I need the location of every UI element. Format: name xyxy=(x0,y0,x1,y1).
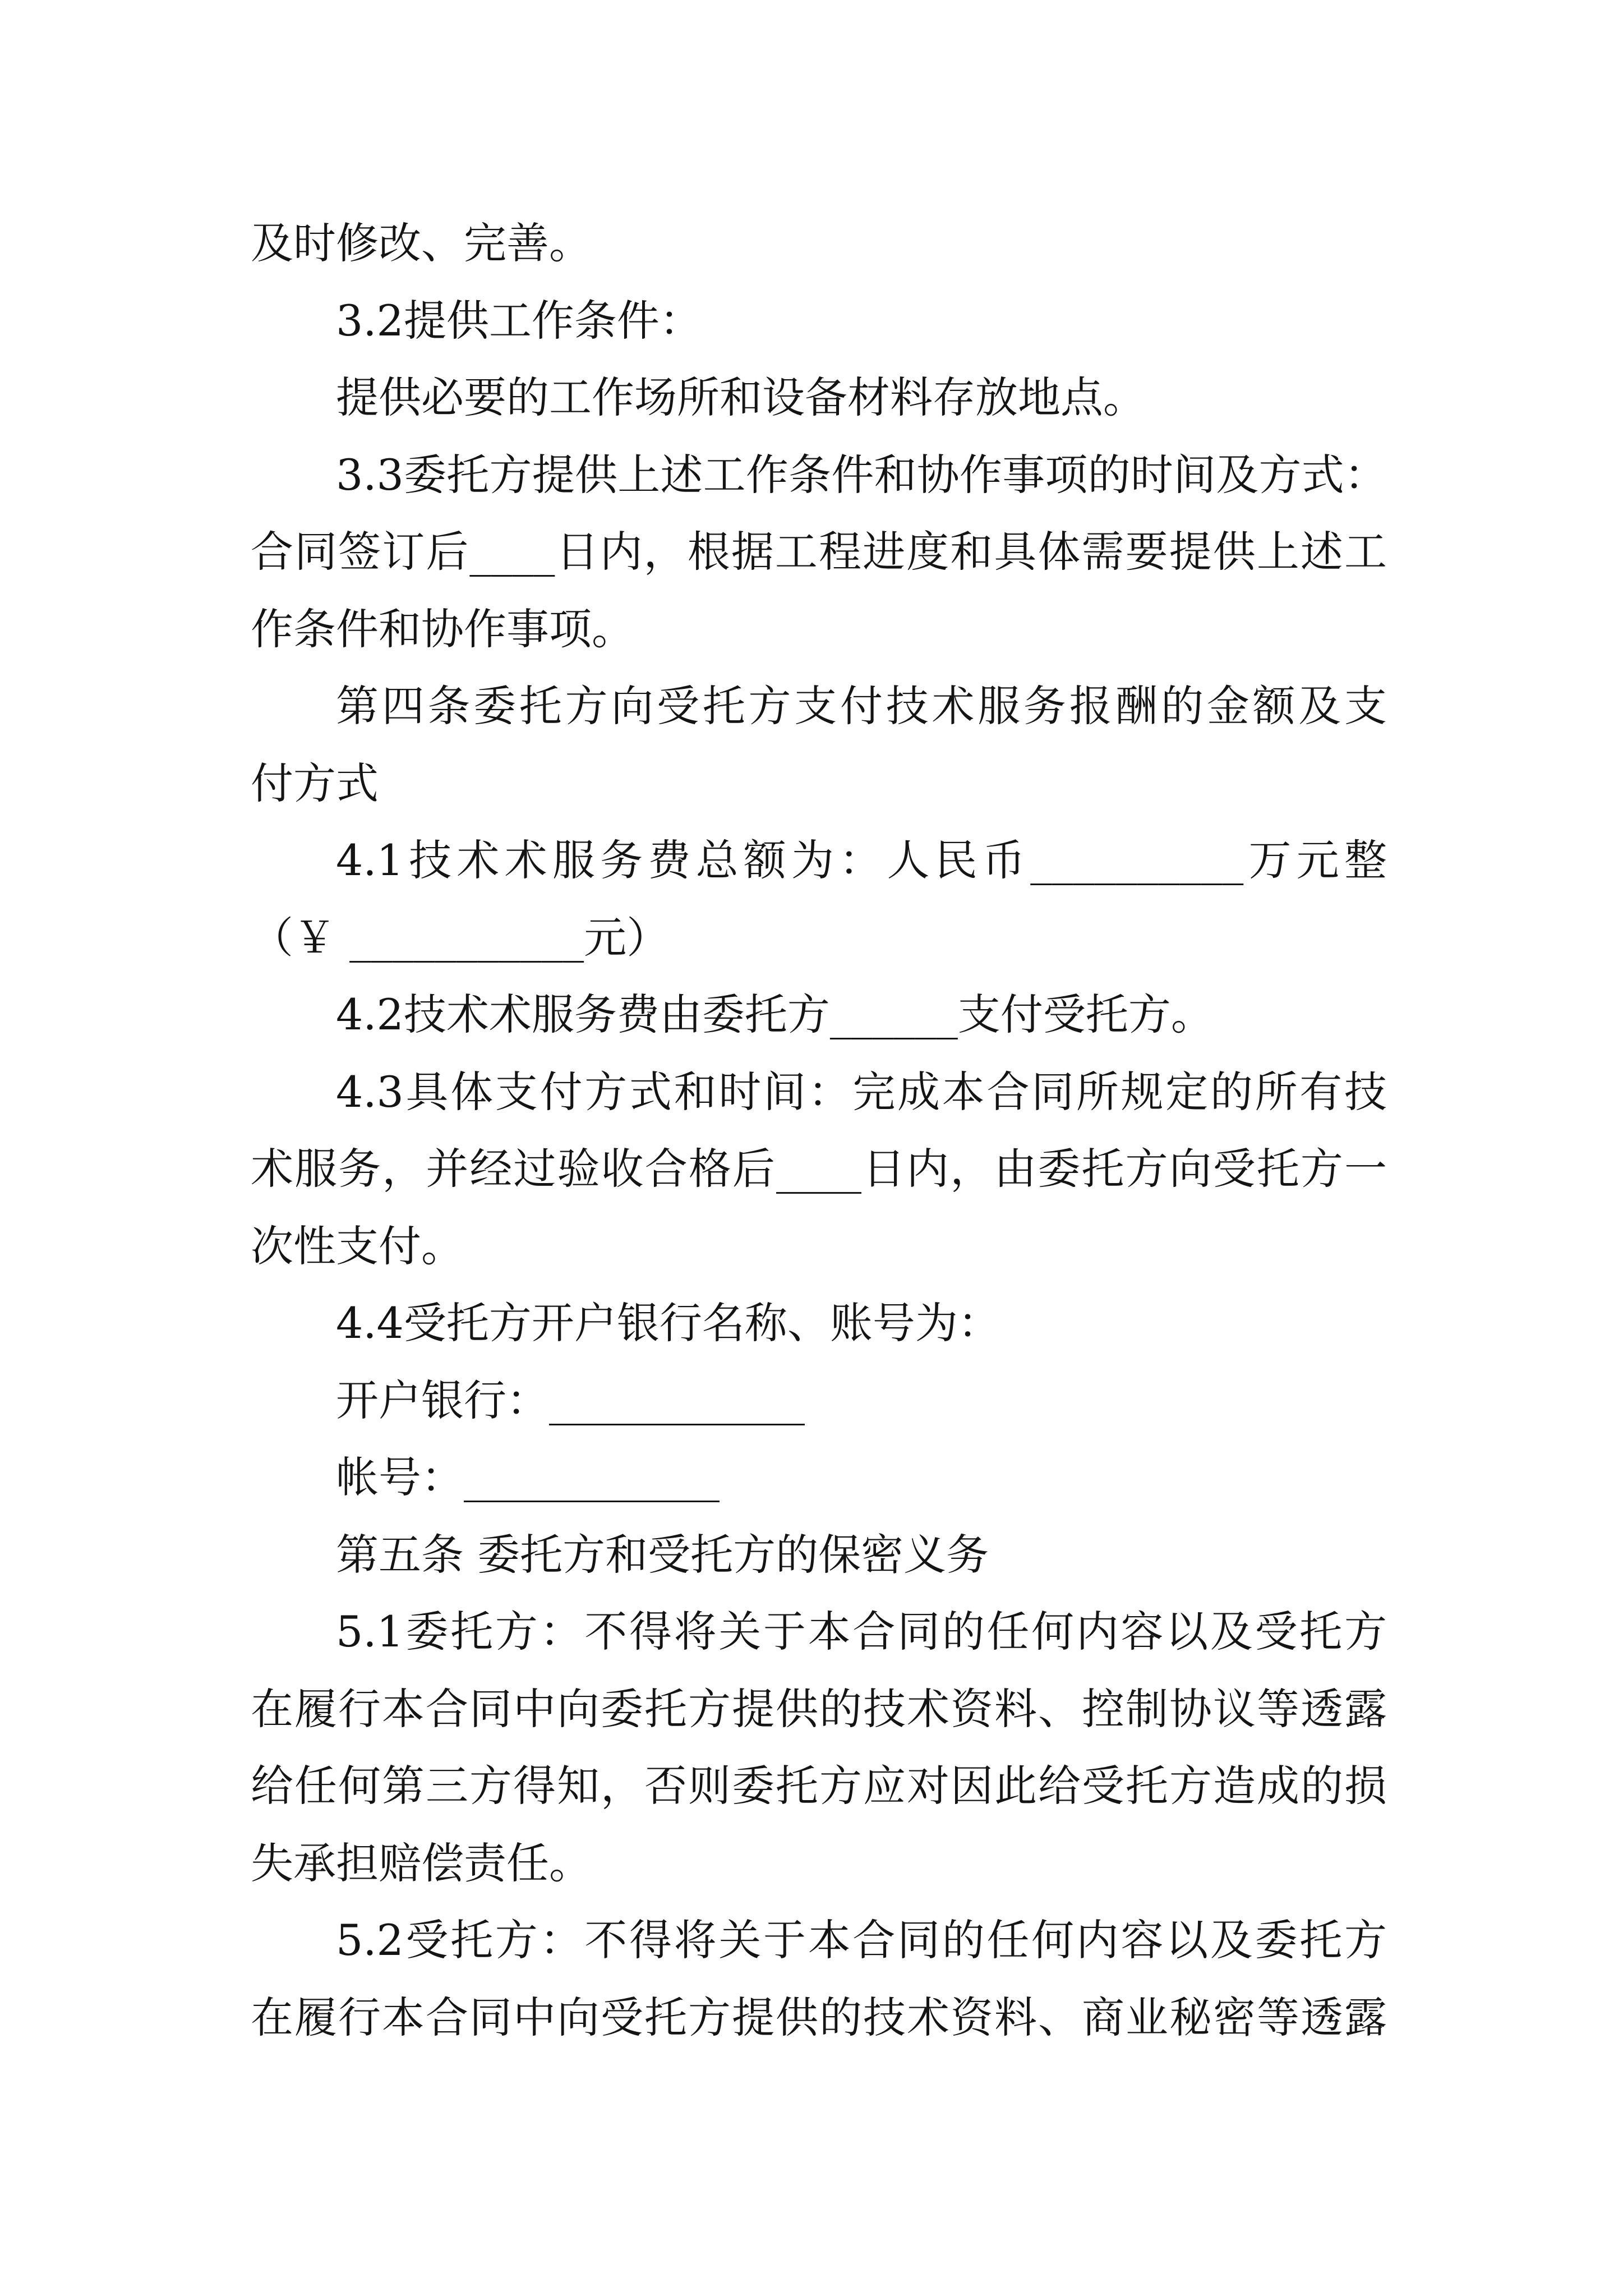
text-line: 次性支付。 xyxy=(251,1221,464,1271)
text-line: 4.3具体支付方式和时间：完成本合同所规定的所有技 xyxy=(336,1066,1387,1117)
text-line: 4.2技术术服务费由委托方______支付受托方。 xyxy=(336,990,1214,1039)
text-line: 作条件和协作事项。 xyxy=(251,604,634,654)
text-line: 付方式 xyxy=(251,758,379,808)
paragraph xyxy=(251,282,1387,360)
text-line: 术服务，并经过验收合格后____日内，由委托方向受托方一 xyxy=(251,1144,1387,1194)
text-line: 4.1技术术服务费总额为：人民币__________万元整 xyxy=(336,835,1387,885)
text-line: 合同签订后____日内，根据工程进度和具体需要提供上述工 xyxy=(251,527,1387,577)
paragraph xyxy=(251,1902,1387,2056)
paragraph-list xyxy=(251,282,1387,2056)
paragraph xyxy=(251,976,1387,1053)
paragraph xyxy=(251,1053,1387,1285)
text-line: （￥ ___________元） xyxy=(251,912,670,963)
continued-text-line: 及时修改、完善。 xyxy=(251,218,592,268)
text-line: 提供必要的工作场所和设备材料存放地点。 xyxy=(336,372,1146,422)
text-line: 帐号：____________ xyxy=(336,1452,720,1502)
text-line: 开户银行：____________ xyxy=(336,1375,805,1425)
text-line: 5.2受托方：不得将关于本合同的任何内容以及委托方 xyxy=(336,1915,1387,1965)
text-line: 5.1委托方：不得将关于本合同的任何内容以及受托方 xyxy=(336,1607,1387,1657)
text-line: 给任何第三方得知，否则委托方应对因此给受托方造成的损 xyxy=(251,1761,1387,1811)
text-line: 在履行本合同中向受托方提供的技术资料、商业秘密等透露 xyxy=(251,1992,1387,2042)
paragraph xyxy=(251,1593,1387,1902)
text-line: 在履行本合同中向委托方提供的技术资料、控制协议等透露 xyxy=(251,1683,1387,1734)
paragraph xyxy=(251,1362,1387,1439)
paragraph xyxy=(251,822,1387,976)
paragraph xyxy=(251,1439,1387,1516)
text-line: 第五条 委托方和受托方的保密义务 xyxy=(336,1529,989,1580)
text-line: 第四条委托方向受托方支付技术服务报酬的金额及支 xyxy=(336,681,1387,731)
text-line: 3.2提供工作条件： xyxy=(336,295,702,346)
paragraph xyxy=(251,1516,1387,1594)
text-line: 4.4受托方开户银行名称、账号为： xyxy=(336,1298,1000,1348)
paragraph xyxy=(251,1285,1387,1362)
paragraph xyxy=(251,668,1387,822)
text-line: 失承担赔偿责任。 xyxy=(251,1838,592,1888)
document-body xyxy=(251,205,1387,2056)
text-line: 3.3委托方提供上述工作条件和协作事项的时间及方式： xyxy=(336,449,1387,500)
paragraph xyxy=(251,359,1387,436)
paragraph xyxy=(251,436,1387,668)
